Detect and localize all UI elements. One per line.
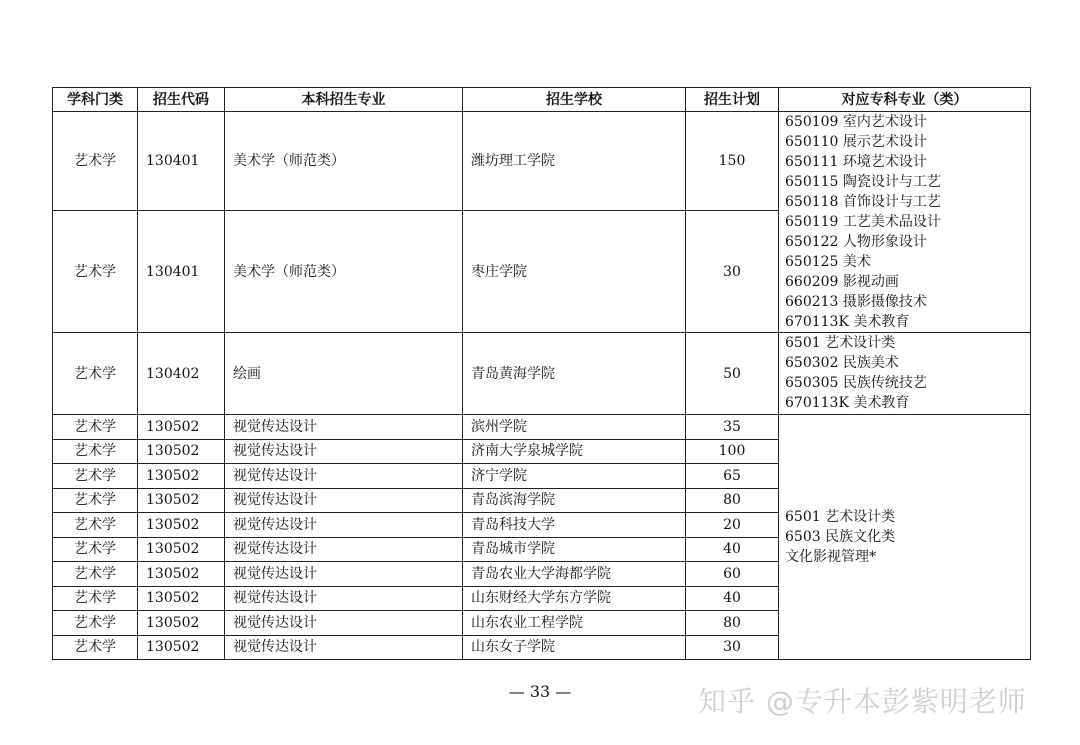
- cell-code: 130502: [138, 439, 225, 464]
- cell-code: 130502: [138, 488, 225, 513]
- cell-plan: 150: [686, 112, 779, 211]
- cell-plan: 50: [686, 333, 779, 415]
- cell-code: 130502: [138, 537, 225, 562]
- table-row: [53, 112, 1031, 211]
- cell-major: 视觉传达设计: [225, 415, 463, 440]
- cell-code: 130402: [138, 333, 225, 415]
- cell-category: 艺术学: [53, 211, 138, 333]
- watermark: 知乎 @专升本彭紫明老师: [698, 685, 1027, 718]
- table-row: [53, 333, 1031, 415]
- mapping-item: 650115 陶瓷设计与工艺: [785, 174, 941, 190]
- mapping-item: 670113K 美术教育: [785, 395, 910, 411]
- cell-school: 济宁学院: [463, 464, 686, 489]
- cell-school: 青岛农业大学海都学院: [463, 562, 686, 587]
- header-mapping: 对应专科专业（类）: [779, 88, 1031, 112]
- page-number: — 33 —: [508, 682, 572, 701]
- header-category: 学科门类: [53, 88, 138, 112]
- cell-category: 艺术学: [53, 112, 138, 211]
- cell-code: 130502: [138, 513, 225, 538]
- cell-category: 艺术学: [53, 464, 138, 489]
- mapping-item: 650118 首饰设计与工艺: [785, 194, 941, 210]
- cell-code: 130502: [138, 415, 225, 440]
- mapping-item: 660213 摄影摄像技术: [785, 294, 927, 310]
- cell-major: 绘画: [225, 333, 463, 415]
- cell-category: 艺术学: [53, 562, 138, 587]
- mapping-item: 670113K 美术教育: [785, 314, 910, 330]
- cell-plan: 30: [686, 635, 779, 660]
- mapping-item: 6503 民族文化类: [785, 529, 896, 545]
- cell-major: 美术学（师范类）: [225, 211, 463, 333]
- enrollment-table: [52, 87, 1031, 660]
- cell-category: 艺术学: [53, 439, 138, 464]
- cell-major: 视觉传达设计: [225, 464, 463, 489]
- mapping-item: 6501 艺术设计类: [785, 509, 896, 525]
- cell-category: 艺术学: [53, 415, 138, 440]
- header-major: 本科招生专业: [225, 88, 463, 112]
- mapping-item: 650110 展示艺术设计: [785, 134, 927, 150]
- cell-code: 130502: [138, 635, 225, 660]
- cell-category: 艺术学: [53, 635, 138, 660]
- header-plan: 招生计划: [686, 88, 779, 112]
- cell-plan: 30: [686, 211, 779, 333]
- cell-category: 艺术学: [53, 333, 138, 415]
- cell-category: 艺术学: [53, 513, 138, 538]
- mapping-item: 文化影视管理*: [785, 549, 876, 565]
- cell-mapping-group-1: [779, 112, 1031, 333]
- mapping-item: 650119 工艺美术品设计: [785, 214, 941, 230]
- cell-school: 青岛城市学院: [463, 537, 686, 562]
- cell-plan: 40: [686, 537, 779, 562]
- table-row: [53, 415, 1031, 440]
- cell-plan: 40: [686, 586, 779, 611]
- cell-plan: 20: [686, 513, 779, 538]
- mapping-item: 650122 人物形象设计: [785, 234, 927, 250]
- cell-code: 130502: [138, 586, 225, 611]
- cell-major: 视觉传达设计: [225, 635, 463, 660]
- cell-school: 青岛科技大学: [463, 513, 686, 538]
- cell-code: 130502: [138, 562, 225, 587]
- cell-school: 青岛滨海学院: [463, 488, 686, 513]
- header-code: 招生代码: [138, 88, 225, 112]
- mapping-item: 660209 影视动画: [785, 274, 899, 290]
- cell-major: 视觉传达设计: [225, 488, 463, 513]
- header-school: 招生学校: [463, 88, 686, 112]
- cell-plan: 60: [686, 562, 779, 587]
- cell-school: 滨州学院: [463, 415, 686, 440]
- cell-plan: 35: [686, 415, 779, 440]
- cell-mapping-group-2: [779, 333, 1031, 415]
- cell-code: 130401: [138, 112, 225, 211]
- cell-major: 美术学（师范类）: [225, 112, 463, 211]
- cell-code: 130502: [138, 464, 225, 489]
- mapping-item: 650305 民族传统技艺: [785, 375, 927, 391]
- cell-category: 艺术学: [53, 586, 138, 611]
- cell-school: 山东农业工程学院: [463, 611, 686, 636]
- cell-major: 视觉传达设计: [225, 611, 463, 636]
- cell-code: 130502: [138, 611, 225, 636]
- cell-school: 潍坊理工学院: [463, 112, 686, 211]
- cell-school: 济南大学泉城学院: [463, 439, 686, 464]
- cell-major: 视觉传达设计: [225, 562, 463, 587]
- mapping-item: 650111 环境艺术设计: [785, 154, 927, 170]
- cell-school: 青岛黄海学院: [463, 333, 686, 415]
- cell-mapping-group-3: [779, 415, 1031, 660]
- cell-school: 山东财经大学东方学院: [463, 586, 686, 611]
- cell-code: 130401: [138, 211, 225, 333]
- mapping-item: 650302 民族美术: [785, 355, 899, 371]
- cell-major: 视觉传达设计: [225, 439, 463, 464]
- cell-plan: 65: [686, 464, 779, 489]
- mapping-item: 650125 美术: [785, 254, 871, 270]
- mapping-item: 6501 艺术设计类: [785, 335, 896, 351]
- cell-major: 视觉传达设计: [225, 513, 463, 538]
- cell-category: 艺术学: [53, 537, 138, 562]
- cell-major: 视觉传达设计: [225, 537, 463, 562]
- cell-school: 山东女子学院: [463, 635, 686, 660]
- cell-category: 艺术学: [53, 488, 138, 513]
- cell-plan: 80: [686, 488, 779, 513]
- table-header-row: [53, 88, 1031, 112]
- mapping-item: 650109 室内艺术设计: [785, 114, 927, 130]
- cell-plan: 100: [686, 439, 779, 464]
- cell-school: 枣庄学院: [463, 211, 686, 333]
- cell-plan: 80: [686, 611, 779, 636]
- cell-major: 视觉传达设计: [225, 586, 463, 611]
- cell-category: 艺术学: [53, 611, 138, 636]
